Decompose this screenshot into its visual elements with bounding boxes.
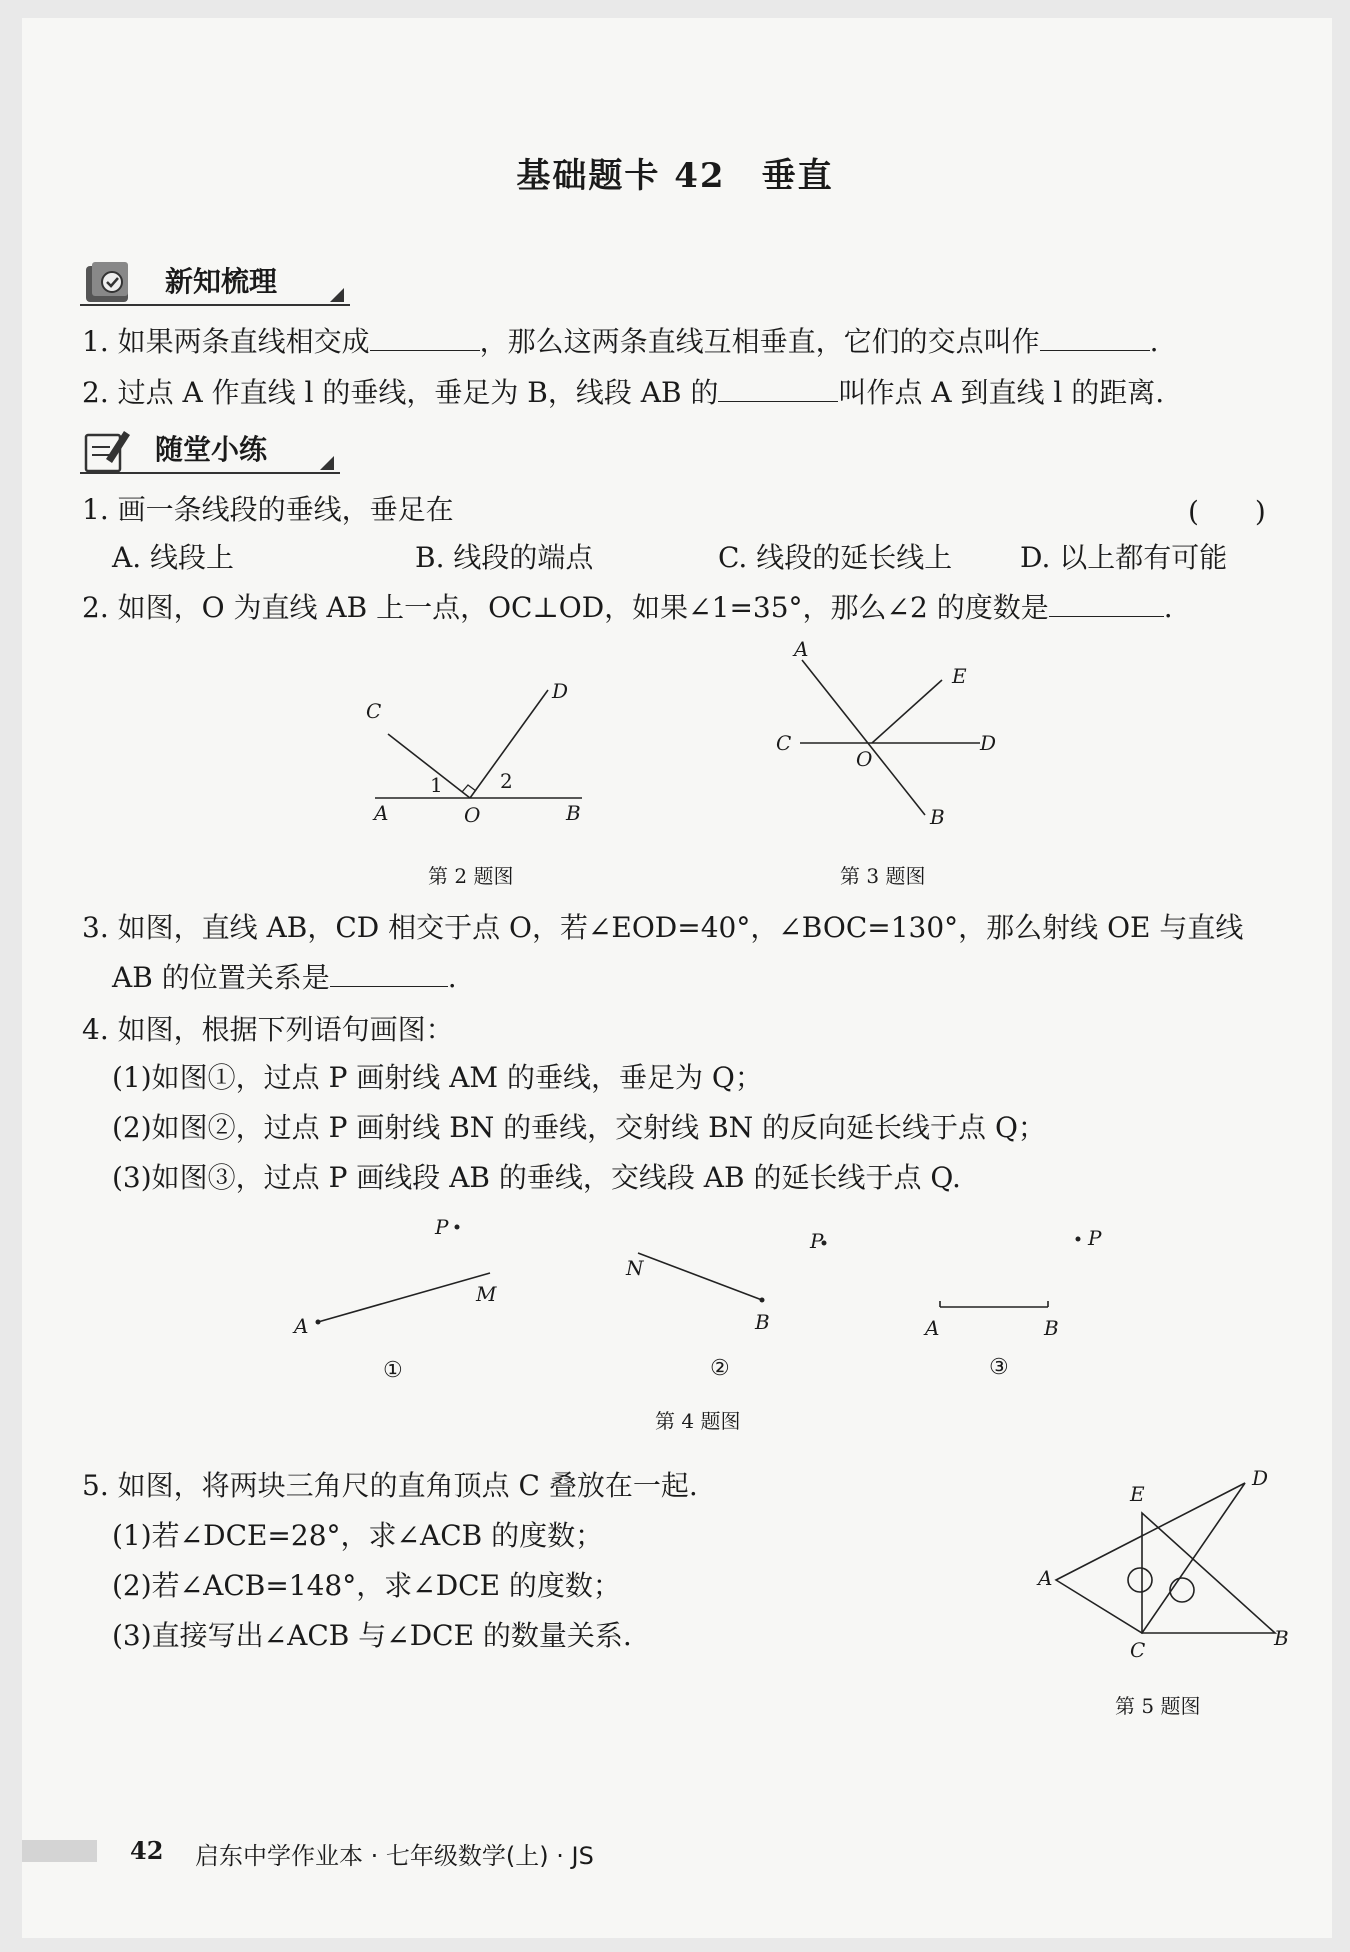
question-2 (82, 588, 1173, 628)
question-1-stem: 1. 画一条线段的垂线，垂足在 (82, 493, 454, 526)
page-title: 基础题卡 42 垂直 (516, 156, 834, 196)
knowledge-item-1 (82, 322, 1159, 362)
triangle-marker-icon (320, 456, 334, 470)
fig4-3-label-b: B (1044, 1316, 1059, 1340)
fig5-label-c: C (1130, 1638, 1146, 1662)
figure-4-diagram (280, 1205, 1120, 1365)
text: 1. 如果两条直线相交成 (82, 325, 370, 358)
answer-parentheses[interactable]: ( ) (1188, 495, 1266, 528)
question-4-part-3: (3)如图③，过点 P 画线段 AB 的垂线，交线段 AB 的延长线于点 Q. (112, 1161, 961, 1194)
fig5-label-b: B (1274, 1626, 1289, 1650)
text: . (1163, 591, 1173, 624)
fig4-2-label-b: B (755, 1310, 770, 1334)
section-heading: 随堂小练 (155, 433, 268, 466)
question-5-stem: 5. 如图，将两块三角尺的直角顶点 C 叠放在一起. (82, 1469, 698, 1502)
fig2-label-c: C (366, 699, 382, 723)
fig5-label-d: D (1252, 1466, 1269, 1490)
fig3-label-a: A (794, 640, 809, 661)
section-heading: 新知梳理 (165, 265, 278, 298)
text: 叫作点 A 到直线 l 的距离. (838, 376, 1165, 409)
pencil-notebook-icon (80, 425, 132, 475)
fig4-1-label-m: M (476, 1282, 497, 1306)
text: ，那么这两条直线互相垂直，它们的交点叫作 (479, 325, 1040, 358)
answer-blank[interactable] (330, 958, 448, 987)
fig3-label-o: O (856, 747, 873, 771)
fig2-label-a: A (374, 801, 389, 825)
fig5-label-a: A (1038, 1566, 1053, 1590)
fig4-1-label-a: A (294, 1314, 309, 1338)
question-4-part-1: (1)如图①，过点 P 画射线 AM 的垂线，垂足为 Q； (112, 1061, 763, 1094)
figure-2-caption: 第 2 题图 (428, 864, 514, 888)
figure-4-caption: 第 4 题图 (655, 1409, 741, 1433)
triangle-marker-icon (330, 288, 344, 302)
section-underline (80, 472, 340, 474)
question-3-line-2 (112, 958, 457, 998)
fig2-angle-2: 2 (500, 769, 513, 793)
section-underline (80, 304, 350, 306)
question-4-stem: 4. 如图，根据下列语句画图： (82, 1013, 454, 1046)
fig4-2-label-n: N (626, 1256, 644, 1280)
question-5-part-1: (1)若∠DCE=28°，求∠ACB 的度数； (112, 1519, 604, 1552)
knowledge-item-2 (82, 373, 1164, 413)
option-d[interactable]: D. 以上都有可能 (1020, 541, 1228, 574)
answer-blank[interactable] (370, 322, 480, 351)
fig4-3-label-a: A (925, 1316, 940, 1340)
fig2-label-d: D (552, 679, 569, 703)
book-icon (80, 258, 136, 308)
fig3-label-c: C (776, 731, 792, 755)
figure-3-diagram (770, 640, 1010, 830)
text: . (447, 961, 457, 994)
text: AB 的位置关系是 (112, 961, 330, 994)
fig2-angle-1: 1 (430, 773, 443, 797)
fig4-1-label-p: P (435, 1215, 449, 1239)
question-5-part-2: (2)若∠ACB=148°，求∠DCE 的度数； (112, 1569, 621, 1602)
fig5-label-e: E (1130, 1482, 1145, 1506)
figure-5-caption: 第 5 题图 (1115, 1694, 1201, 1718)
figure-2-diagram (360, 670, 600, 830)
question-5-part-3: (3)直接写出∠ACB 与∠DCE 的数量关系. (112, 1619, 632, 1652)
footer-decoration (22, 1840, 97, 1862)
figure-4-mark-1: ① (383, 1358, 403, 1383)
answer-blank[interactable] (718, 373, 838, 402)
figure-4-mark-2: ② (710, 1356, 730, 1381)
page-number: 42 (130, 1836, 164, 1865)
footer-book-title: 启东中学作业本 · 七年级数学(上) · JS (195, 1842, 594, 1870)
text: 2. 如图，O 为直线 AB 上一点，OC⊥OD，如果∠1=35°，那么∠2 的度数是 (82, 591, 1049, 624)
fig4-2-label-p: P (810, 1229, 824, 1253)
question-4-part-2: (2)如图②，过点 P 画射线 BN 的垂线，交射线 BN 的反向延长线于点 Q； (112, 1111, 1046, 1144)
fig4-3-label-p: P (1088, 1226, 1102, 1250)
option-c[interactable]: C. 线段的延长线上 (718, 541, 953, 574)
figure-3-caption: 第 3 题图 (840, 864, 926, 888)
question-3-line-1: 3. 如图，直线 AB，CD 相交于点 O，若∠EOD=40°，∠BOC=130°，那么射线 OE 与直线 (82, 911, 1244, 944)
figure-4-mark-3: ③ (989, 1355, 1009, 1380)
answer-blank[interactable] (1049, 588, 1164, 617)
option-a[interactable]: A. 线段上 (112, 541, 235, 574)
text: . (1149, 325, 1159, 358)
figure-5-diagram (1030, 1465, 1300, 1665)
fig2-label-o: O (464, 803, 481, 827)
option-b[interactable]: B. 线段的端点 (415, 541, 594, 574)
fig3-label-e: E (952, 664, 967, 688)
fig3-label-d: D (980, 731, 997, 755)
fig3-label-b: B (930, 805, 945, 829)
text: 2. 过点 A 作直线 l 的垂线，垂足为 B，线段 AB 的 (82, 376, 719, 409)
answer-blank[interactable] (1040, 322, 1150, 351)
fig2-label-b: B (566, 801, 581, 825)
